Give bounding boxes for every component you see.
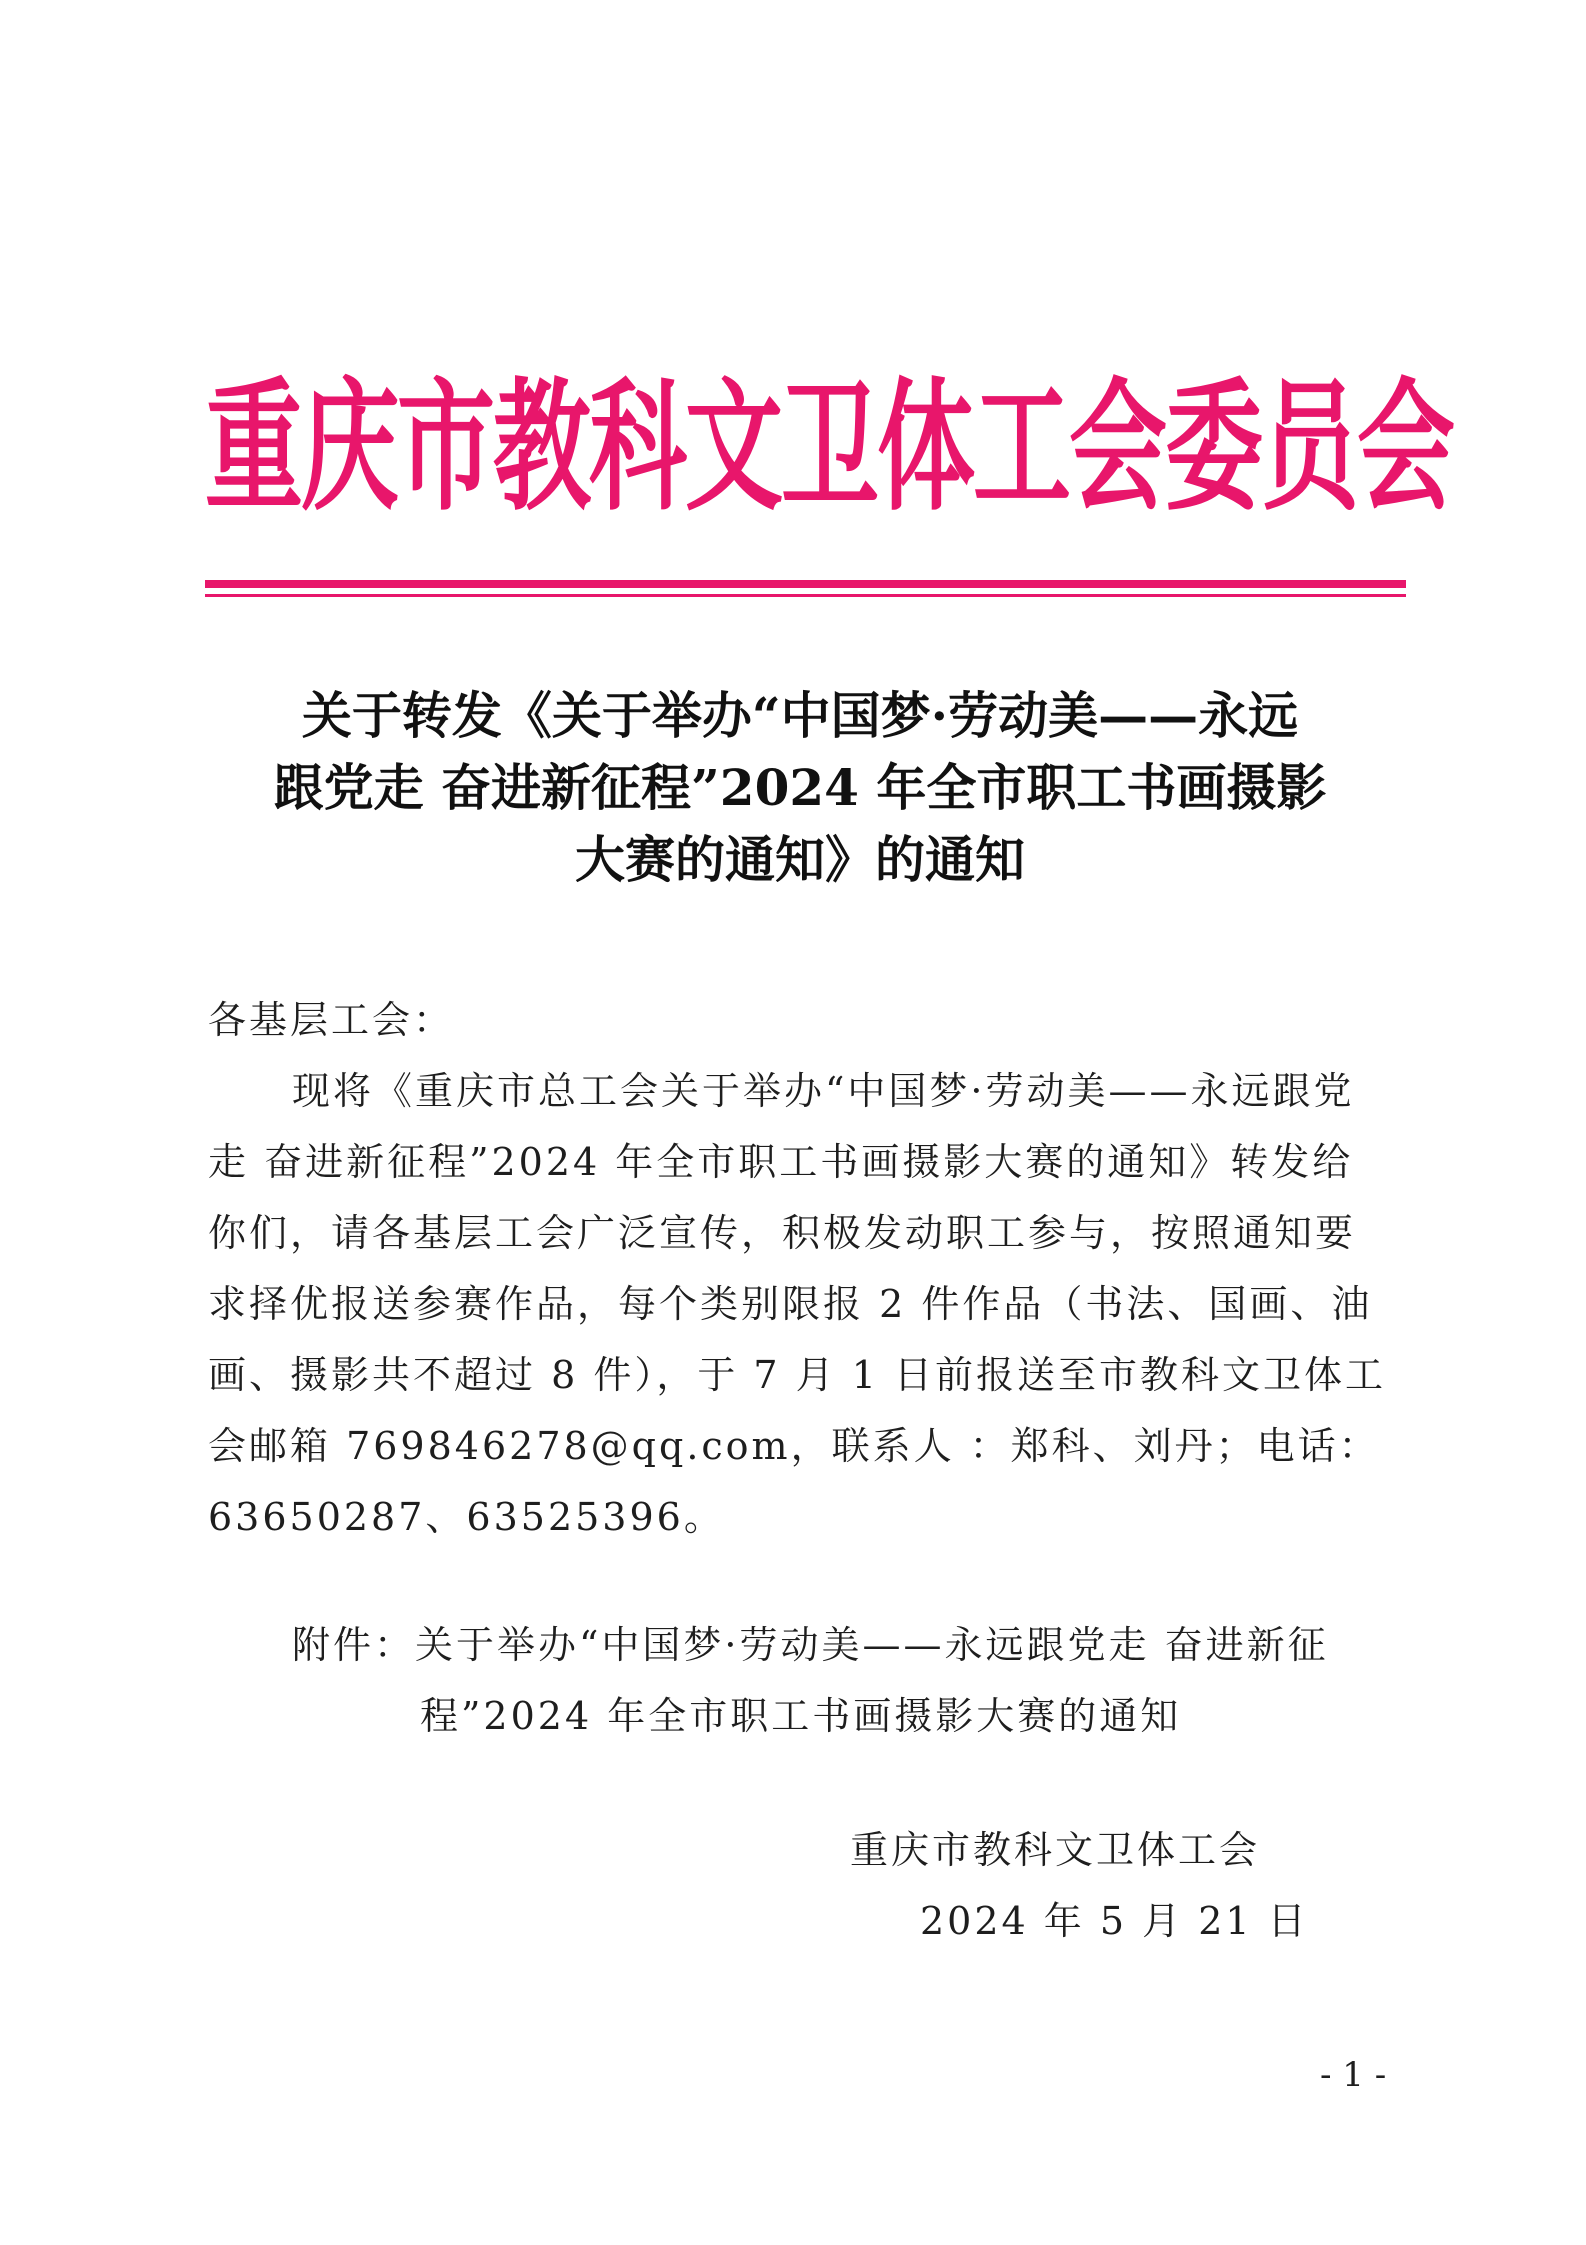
signature-block [850, 1815, 1309, 1957]
title-line: 大赛的通知》的通知 [575, 830, 1025, 889]
body-line: 你们，请各基层工会广泛宣传，积极发动职工参与，按照通知要 [208, 1211, 1357, 1255]
body-line: 走 奋进新征程”2024 年全市职工书画摄影大赛的通知》转发给 [208, 1140, 1354, 1184]
salutation [208, 985, 1393, 1056]
attachment-line: 程”2024 年全市职工书画摄影大赛的通知 [420, 1694, 1182, 1738]
masthead-org-name: 重庆市教科文卫体工会委员会 [205, 365, 1454, 532]
body-line: 63650287、63525396。 [208, 1495, 725, 1539]
signature-date: 2024 年 5 月 21 日 [920, 1899, 1309, 1943]
body-line: 画、摄影共不超过 8 件），于 7 月 1 日前报送至市教科文卫体工 [208, 1353, 1387, 1397]
page-number: - 1 - [1320, 2055, 1387, 2095]
body-paragraph [208, 1056, 1393, 1553]
title-line: 关于转发《关于举办“中国梦·劳动美——永远 [301, 686, 1299, 745]
body-line: 会邮箱 769846278@qq.com，联系人 ：郑科、刘丹；电话： [208, 1424, 1380, 1468]
title-line: 跟党走 奋进新征程”2024 年全市职工书画摄影 [273, 758, 1327, 817]
masthead-rule-thick [205, 580, 1406, 588]
signature-org: 重庆市教科文卫体工会 [850, 1828, 1261, 1872]
attachment-line: 附件：关于举办“中国梦·劳动美——永远跟党走 奋进新征 [292, 1623, 1329, 1667]
masthead-rule-thin [205, 594, 1406, 597]
body-line: 现将《重庆市总工会关于举办“中国梦·劳动美——永远跟党 [292, 1069, 1355, 1113]
attachment-note [208, 1610, 1393, 1752]
document-title [200, 680, 1400, 896]
body-line: 求择优报送参赛作品，每个类别限报 2 件作品（书法、国画、油 [208, 1282, 1373, 1326]
salutation-text: 各基层工会： [208, 998, 455, 1042]
